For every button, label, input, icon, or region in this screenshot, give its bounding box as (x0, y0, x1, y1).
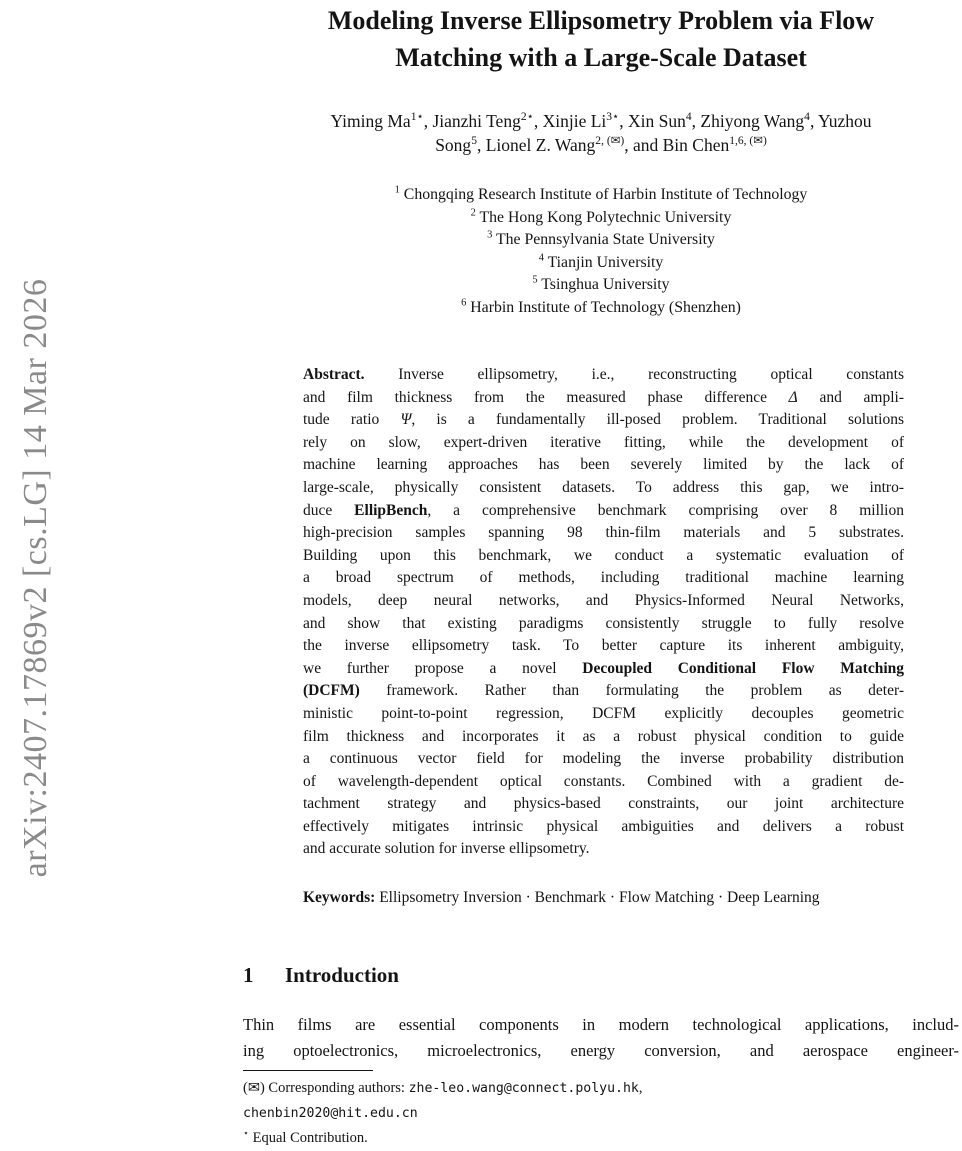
text-line (303, 771, 904, 794)
text-line (243, 110, 959, 134)
text-segment: and accurate solution for inverse ellipsometry. (303, 840, 590, 858)
text-line (303, 635, 904, 658)
text-segment: Ψ (400, 411, 412, 429)
text-segment: 5 (532, 275, 538, 287)
text-segment: Δ (788, 388, 798, 406)
text-line (303, 680, 904, 703)
text-segment: 4 (804, 111, 810, 124)
text-segment: , a comprehensive benchmark comprising over 8 million (427, 501, 904, 519)
text-line (243, 134, 959, 158)
text-segment: Abstract. (303, 366, 365, 383)
text-line (303, 387, 904, 410)
text-line (303, 522, 904, 545)
text-line (243, 1101, 959, 1126)
text-segment: EllipBench (354, 501, 428, 519)
text-line (243, 1126, 959, 1151)
text-segment: and ampli- (797, 388, 904, 406)
keywords (303, 887, 904, 910)
section-heading-introduction (243, 963, 959, 988)
text-segment: 1,6, (✉) (729, 134, 767, 147)
text-line (243, 297, 959, 320)
text-segment: Tianjin University (543, 253, 664, 271)
text-segment: models, deep neural networks, and Physics-Informed Neural Networks, (303, 591, 904, 609)
text-segment: Harbin Institute of Technology (Shenzhen) (466, 298, 741, 316)
text-segment: Equal Contribution. (249, 1130, 368, 1146)
text-segment: ing optoelectronics, microelectronics, energy conversion, and aerospace engineer- (243, 1041, 959, 1060)
text-segment: Thin films are essential components in modern technological applications, includ- (243, 1015, 959, 1034)
text-segment: rely on slow, expert-driven iterative fitting, while the development of (303, 433, 904, 451)
text-segment: 1 (394, 184, 400, 196)
email-corresponding-1[interactable]: zhe-leo.wang@connect.polyu.hk (408, 1081, 639, 1096)
text-line (303, 838, 904, 861)
text-line (303, 793, 904, 816)
text-line (303, 432, 904, 455)
text-segment: framework. Rather than formulating the problem as deter- (359, 682, 904, 700)
text-segment: and film thickness from the measured phase difference (303, 388, 789, 406)
text-segment: 6 (461, 297, 467, 309)
text-line (243, 229, 959, 252)
text-segment: 3 (487, 229, 493, 241)
paper-title (243, 2, 959, 76)
text-segment: 2⋆ (520, 111, 534, 124)
text-segment: Yiming Ma (330, 111, 411, 131)
text-segment: 1⋆ (410, 111, 424, 124)
text-segment: , Yuzhou (809, 111, 872, 131)
text-segment: 3⋆ (606, 111, 620, 124)
text-segment: Song (435, 134, 472, 155)
abstract (303, 364, 904, 861)
text-line (243, 1076, 959, 1101)
text-line (303, 613, 904, 636)
text-line (303, 500, 904, 523)
text-segment: The Pennsylvania State University (492, 231, 715, 249)
text-line (243, 1012, 959, 1038)
footnote-rule (243, 1070, 373, 1071)
footnote (243, 1076, 959, 1151)
arxiv-banner: arXiv:2407.17869v2 [cs.LG] 14 Mar 2026 (17, 278, 54, 878)
text-segment: high-precision samples spanning 98 thin-film materials and 5 substrates. (303, 524, 904, 542)
text-segment: 5 (471, 134, 477, 147)
text-segment: ⋆ (243, 1128, 249, 1140)
text-line (303, 477, 904, 500)
text-line (303, 748, 904, 771)
text-segment: , Zhiyong Wang (691, 111, 805, 131)
text-segment: , Xin Sun (619, 111, 686, 131)
text-segment: of wavelength-dependent optical constants. Combined with a gradient de- (303, 772, 904, 790)
text-segment: , Lionel Z. Wang (476, 134, 596, 155)
text-segment: the inverse ellipsometry task. To better capture its inherent ambiguity, (303, 637, 904, 655)
text-line (303, 364, 904, 387)
section-number: 1 (243, 963, 254, 987)
text-segment: (✉) Corresponding authors: (243, 1080, 409, 1096)
text-line (303, 409, 904, 432)
text-line (303, 454, 904, 477)
text-line (243, 207, 959, 230)
text-segment: 4 (685, 111, 692, 124)
text-segment: , (638, 1080, 643, 1096)
text-segment: , Jianzhi Teng (423, 111, 521, 131)
text-segment: 4 (538, 252, 544, 264)
author-list (243, 110, 959, 157)
text-line (243, 252, 959, 275)
text-segment: Tsinghua University (537, 276, 670, 294)
text-line (243, 274, 959, 297)
text-segment: Ellipsometry Inversion · Benchmark · Flow Matching · Deep Learning (379, 889, 820, 906)
text-segment: we further propose a novel (303, 659, 583, 677)
text-segment: Decoupled Conditional Flow Matching (582, 659, 904, 677)
section-title: Introduction (285, 963, 399, 987)
text-line (303, 703, 904, 726)
text-segment: ministic point-to-point regression, DCFM explicitly decouples geometric (303, 704, 904, 722)
text-segment: and show that existing paradigms consistently struggle to fully resolve (303, 614, 904, 632)
text-segment: Matching with a Large-Scale Dataset (395, 43, 807, 72)
text-segment: effectively mitigates intrinsic physical ambiguities and delivers a robust (303, 817, 904, 835)
text-line (243, 2, 959, 39)
text-line (243, 1038, 959, 1064)
text-line (303, 590, 904, 613)
text-segment: tachment strategy and physics-based constraints, our joint architecture (303, 795, 904, 813)
text-segment: a continuous vector field for modeling the inverse probability distribution (303, 750, 904, 768)
text-segment: , Xinjie Li (533, 111, 607, 131)
intro-paragraph (243, 1012, 959, 1064)
text-segment: Keywords: (303, 889, 380, 906)
text-segment: 2, (✉) (595, 134, 625, 147)
text-line (243, 39, 959, 76)
text-line (303, 567, 904, 590)
text-segment: Inverse ellipsometry, i.e., reconstructing optical constants (364, 366, 904, 383)
affiliation-list (243, 184, 959, 320)
text-line (243, 184, 959, 207)
text-segment: The Hong Kong Polytechnic University (475, 208, 732, 226)
email-corresponding-2[interactable]: chenbin2020@hit.edu.cn (243, 1106, 418, 1121)
text-segment: Modeling Inverse Ellipsometry Problem via Flow (327, 6, 875, 35)
text-segment: large-scale, physically consistent datasets. To address this gap, we intro- (303, 478, 904, 496)
text-segment: a broad spectrum of methods, including traditional machine learning (303, 569, 904, 587)
text-segment: film thickness and incorporates it as a robust physical condition to guide (303, 727, 904, 745)
text-line (303, 816, 904, 839)
text-segment: Building upon this benchmark, we conduct a systematic evaluation of (303, 546, 904, 564)
text-line (303, 545, 904, 568)
text-segment: , and Bin Chen (624, 134, 730, 155)
text-line (303, 726, 904, 749)
text-segment: tude ratio (303, 411, 401, 429)
text-segment: duce (303, 501, 355, 519)
text-segment: (DCFM) (303, 682, 360, 700)
text-line (303, 658, 904, 681)
text-segment: , is a fundamentally ill-posed problem. Traditional solutions (411, 411, 905, 429)
text-segment: 2 (470, 207, 476, 219)
text-segment: Chongqing Research Institute of Harbin Institute of Technology (399, 186, 808, 203)
text-segment: machine learning approaches has been severely limited by the lack of (303, 456, 904, 474)
